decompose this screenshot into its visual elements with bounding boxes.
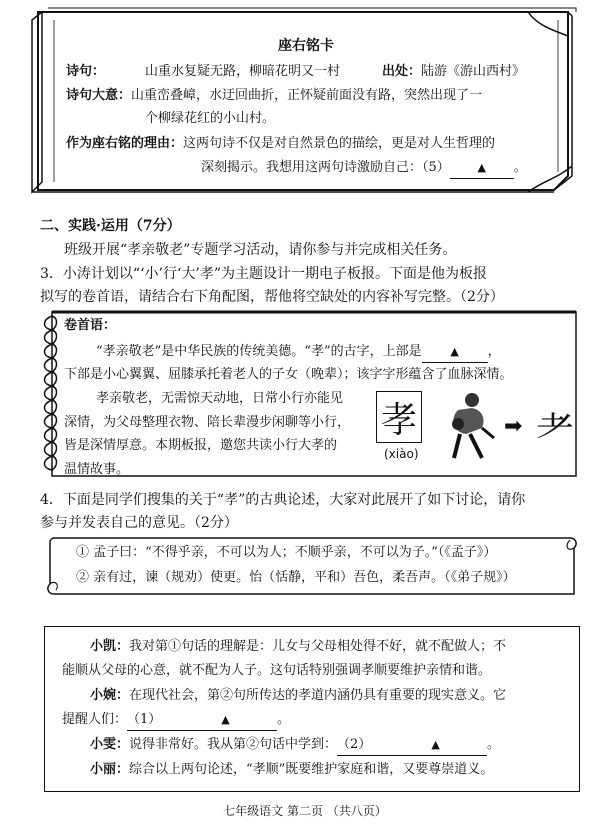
source-text: 陆游《游山西村》: [421, 64, 526, 79]
triangle-marker-icon: ▲: [221, 713, 230, 726]
meaning-row: [66, 86, 482, 106]
ancient-xiao-character: 耂: [536, 407, 575, 451]
preface-p2-line3: 皆是深情厚意。本期板报，邀您共读小行大孝的: [64, 438, 338, 453]
wen-row: [90, 735, 500, 756]
meaning-label: 诗句大意：: [66, 88, 132, 103]
quote-2: ② 亲有过，谏（规劝）使更。怡（恬静，平和）吾色，柔吾声。（《弟子规》）: [76, 570, 516, 585]
q3-line2: 拟写的卷首语，请结合右下角配图，帮他将空缺处的内容补写完整。（2分）: [40, 289, 504, 305]
poem-text: 山重水复疑无路，柳暗花明又一村: [145, 64, 341, 79]
meaning-line2: 个柳绿花红的小山村。: [145, 111, 276, 126]
preface-label: 卷首语：: [64, 318, 117, 333]
section-heading: 二、实践·运用（7分）: [40, 218, 181, 234]
wan-line2-row: [62, 710, 290, 731]
section-intro: 班级开展“孝亲敬老”专题学习活动，请你参与并完成相关任务。: [64, 242, 457, 258]
wan-line2-prefix: 提醒人们：: [62, 712, 128, 727]
xiao-character: 孝: [380, 399, 417, 441]
reason-end: 。: [513, 160, 527, 175]
preface-p1-line2: 下部是小心翼翼、屈膝承托着老人的子女（晚辈）；该字字形蕴含了血脉深情。: [64, 367, 513, 382]
motto-card: [28, 6, 580, 198]
page-footer: 七年级语文 第二页 （共八页）: [223, 804, 387, 818]
reason-line1: 这两句诗不仅是对自然景色的描绘，更是对人生哲理的: [183, 136, 496, 151]
poem-label: 诗句：: [66, 64, 106, 79]
preface-p2-line1: 孝亲敬老，无需惊天动地，日常小行亦能见: [96, 391, 344, 406]
source-row: [382, 62, 525, 82]
speaker-li: 小丽：: [90, 762, 130, 777]
preface-p2-line4: 温情故事。: [64, 462, 130, 477]
q4-line2: 参与并发表自己的意见。（2分）: [40, 515, 238, 531]
li-row: [90, 760, 493, 780]
answer-blank-5[interactable]: [450, 158, 514, 179]
quote-1: ① 孟子曰：“不得乎亲，不可以为人；不顺乎亲，不可以为子。”（《孟子》）: [76, 545, 497, 560]
kai-line2: 能顺从父母的心意，就不配为人子。这句话特别强调孝顺要维护亲情和谐。: [62, 663, 492, 678]
card-title: 座右铭卡: [278, 38, 334, 54]
q4-line1: 4．下面是同学们搜集的关于“孝”的古典论述，大家对此展开了如下讨论，请你: [40, 492, 526, 508]
preface-p2-line2: 深情，为父母整理衣物、陪长辈漫步闲聊等小行，: [64, 415, 351, 430]
reason-row: [66, 134, 495, 154]
preface-p1-line1-row: [96, 342, 501, 363]
preface-p1-line1: “孝亲敬老”是中华民族的传统美德。“孝”的古字，上部是: [96, 344, 422, 359]
triangle-marker-icon: ▲: [477, 161, 487, 174]
speaker-wan: 小婉：: [90, 688, 130, 703]
wen-text: 说得非常好。我从第②句话中学到：: [129, 737, 338, 752]
wan-line1: 在现代社会，第②句所传达的孝道内涵仍具有重要的现实意义。它: [129, 688, 507, 703]
reason-line2-row: [201, 158, 527, 179]
wan-line1-row: [90, 686, 506, 706]
speaker-wen: 小雯：: [90, 737, 130, 752]
answer-blank-2[interactable]: [337, 735, 487, 756]
triangle-marker-icon: ▲: [431, 738, 440, 751]
arrow-right-icon: ➡: [504, 414, 523, 439]
blank-2-label: （2）: [337, 737, 372, 752]
answer-blank-q3[interactable]: [422, 342, 488, 363]
speaker-kai: 小凯：: [90, 639, 130, 654]
wen-end: 。: [487, 737, 501, 752]
wan-end: 。: [277, 712, 291, 727]
xiao-pinyin: (xiào): [384, 447, 419, 461]
p1-end: ，: [487, 344, 501, 359]
carrying-elder-figure-icon: [436, 388, 500, 464]
xiao-character-box: [376, 391, 422, 443]
li-text: 综合以上两句论述，“孝顺”既要维护家庭和谐，又要尊崇道义。: [129, 762, 494, 777]
poem-row: [66, 62, 105, 82]
kai-line1: 我对第①句话的理解是：儿女与父母相处得不好，就不配做人；不: [129, 639, 507, 654]
reason-line2: 深刻揭示。我想用这两句诗激励自己：（5）: [201, 160, 450, 175]
triangle-marker-icon: ▲: [450, 345, 459, 358]
meaning-line1: 山重峦叠嶂，水迂回曲折，正怀疑前面没有路，突然出现了一: [131, 88, 483, 103]
kai-line1-row: [90, 637, 506, 657]
reason-label: 作为座右铭的理由：: [66, 136, 184, 151]
blank-1-label: （1）: [127, 712, 162, 727]
q3-line1: 3．小涛计划以“‘小’行‘大’孝”为主题设计一期电子板报。下面是他为板报: [40, 266, 488, 282]
source-label: 出处：: [382, 64, 422, 79]
answer-blank-1[interactable]: [127, 710, 277, 731]
